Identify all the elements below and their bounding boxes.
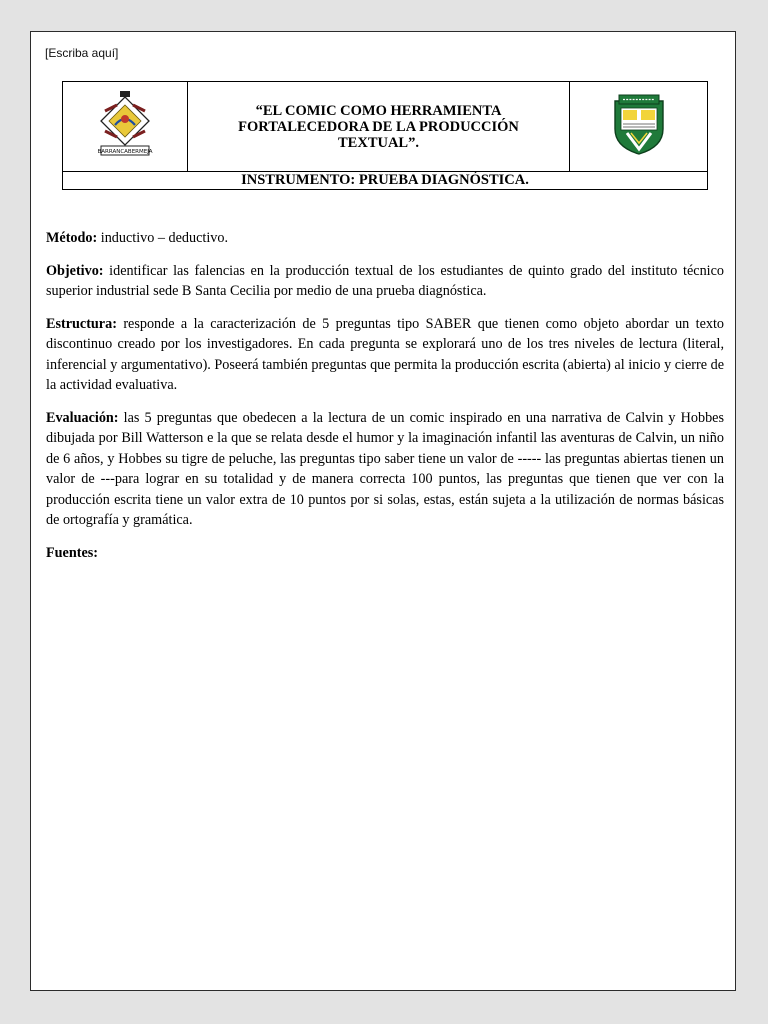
title-line-1: “EL COMIC COMO HERRAMIENTA [255,102,502,119]
header-placeholder[interactable]: [Escriba aquí] [45,46,119,60]
school-crest-logo [89,88,161,160]
right-logo-cell [570,82,708,172]
title-line-2: FORTALECEDORA DE LA PRODUCCIÓN [238,118,519,135]
svg-text:BARRANCABERMEJA: BARRANCABERMEJA [97,149,153,155]
estructura-text: responde a la caracterización de 5 preguntas tipo SABER que tienen como objeto abordar un texto discontinuo creado por los investigadores. En cada pregunta se explorará uno de los tres niveles de lectura (literal, inferencial y argumentativo). Poseerá también preguntas que permita la producción escrita (abierta) al inicio y cierre de la actividad evaluativa. [46,315,724,393]
objetivo-text: identificar las falencias en la producción textual de los estudiantes de quinto grado del instituto técnico superior industrial sede B Santa Cecilia por medio de una prueba diagnóstica. [46,262,724,299]
title-table [62,81,708,190]
document-page [30,31,736,991]
title-line-3: TEXTUAL”. [338,134,419,151]
evaluacion-label: Evaluación: [46,409,119,426]
title-cell [188,82,570,172]
estructura-paragraph [46,314,724,396]
shield-crest-logo [609,91,669,157]
evaluacion-paragraph [46,408,724,531]
estructura-label: Estructura: [46,315,117,332]
evaluacion-text: las 5 preguntas que obedecen a la lectura de un comic inspirado en una narrativa de Calvin y Hobbes dibujada por Bill Watterson e la que se relata desde el humor y la imaginación infantil las aventuras de Calvin, un niño de 6 años, y Hobbes su tigre de peluche, las preguntas tipo saber tiene un valor de ----- las preguntas abiertas tienen un valor de ---para lograr en su totalidad y de manera correcta 100 puntos, las preguntas que tienen que ver con la producción escrita tiene un valor extra de 10 puntos por si solas, estas, están sujeta a la utilización de normas básicas de ortografía y gramática. [46,409,724,528]
fuentes-label: Fuentes: [46,544,99,561]
left-logo-cell [63,82,188,172]
document-body [46,228,724,575]
fuentes-paragraph [46,543,724,564]
objetivo-label: Objetivo: [46,262,104,279]
metodo-text: inductivo – deductivo. [97,230,229,246]
metodo-label: Método: [46,230,98,246]
objetivo-paragraph [46,261,724,302]
metodo-paragraph [46,228,724,249]
instrument-title: INSTRUMENTO: PRUEBA DIAGNÓSTICA. [63,172,708,190]
